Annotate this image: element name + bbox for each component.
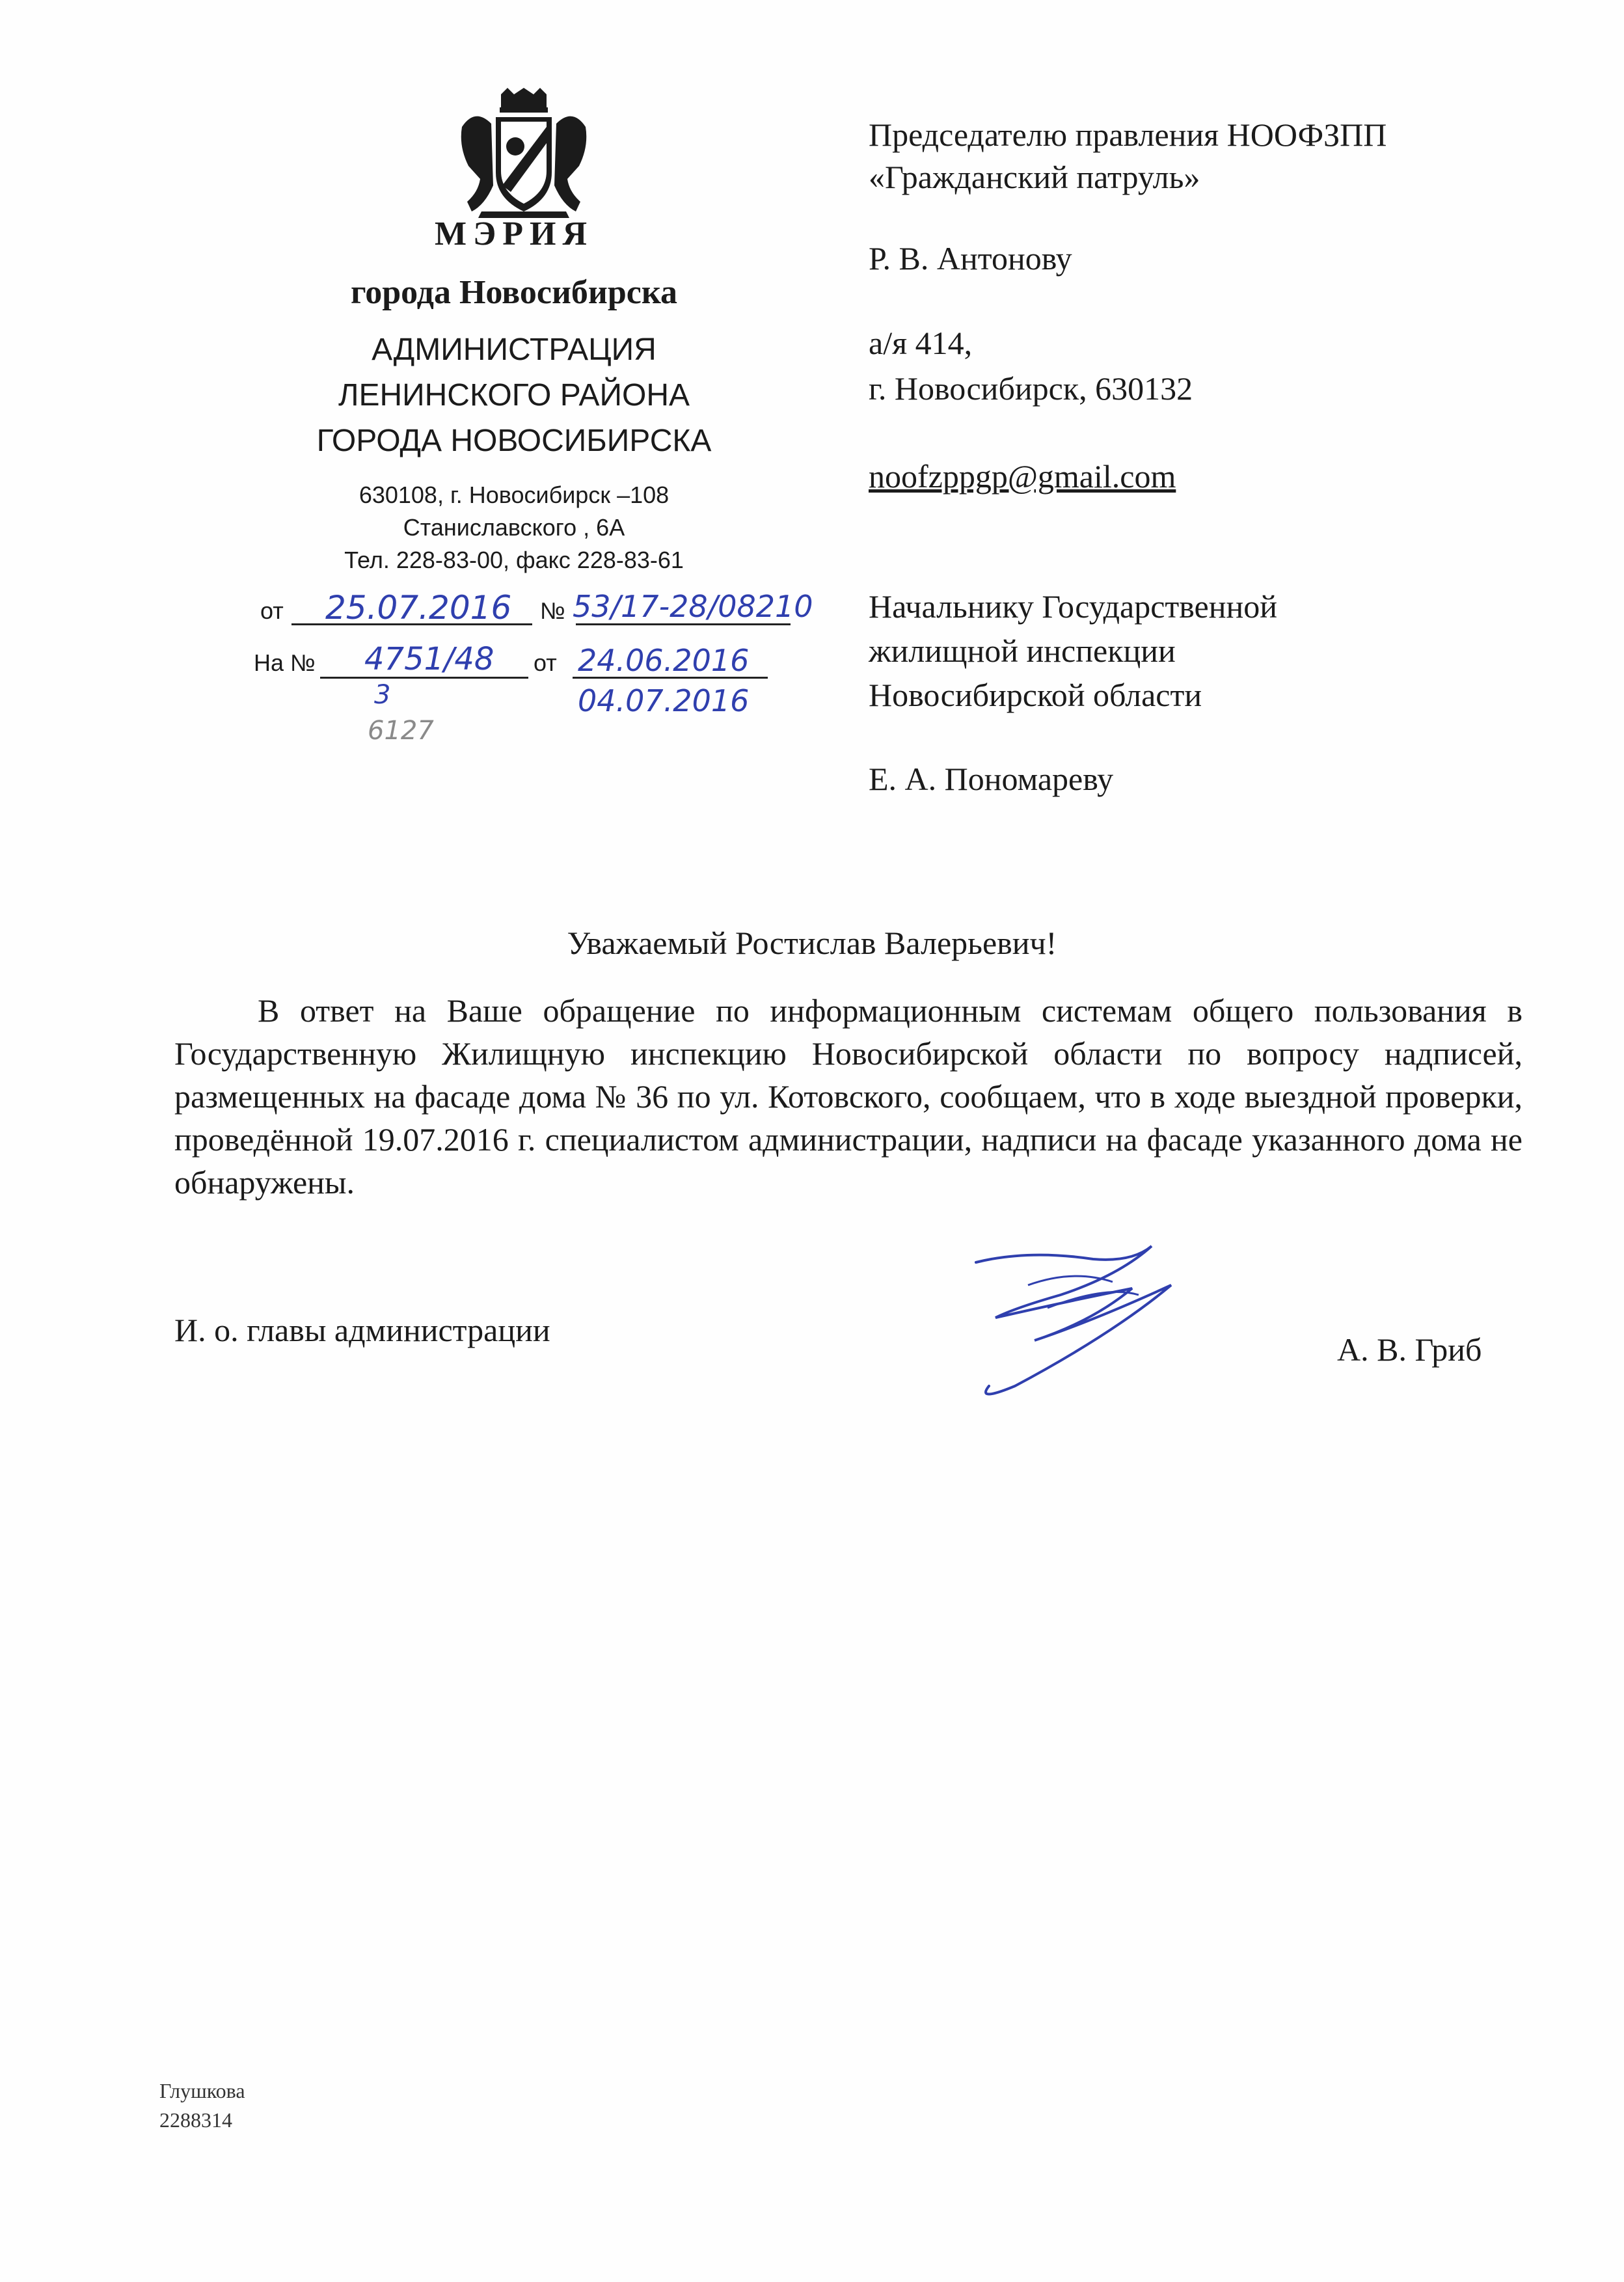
executor-phone: 2288314	[159, 2108, 232, 2132]
recipient-2-title: жилищной инспекции	[869, 632, 1176, 669]
administration-line: ГОРОДА НОВОСИБИРСКА	[316, 424, 712, 458]
recipient-2-title: Начальнику Государственной	[869, 588, 1278, 625]
number-handwritten: 53/17-28/08210	[573, 589, 813, 624]
signatory-position: И. о. главы администрации	[174, 1312, 550, 1348]
handwritten-note: 3	[374, 680, 391, 710]
address-line: Станиславского , 6А	[403, 514, 625, 541]
body-paragraph: В ответ на Ваше обращение по информационным системам общего пользования в Государственную Жилищную инспекцию Новосибирской области по вопросу надписей, размещенных на фасаде дома № 36 по ул. Котовского, сообщаем, что в ходе выездной проверки, проведённой 19.07.2016 г. специалистом администрации, надписи на фасаде указанного дома не обнаружены.	[174, 992, 1522, 1201]
recipient-2-name: Е. А. Пономареву	[869, 761, 1114, 797]
administration-line: ЛЕНИНСКОГО РАЙОНА	[338, 378, 690, 413]
org-city: города Новосибирска	[350, 274, 678, 311]
ref-number-label: На №	[254, 649, 316, 676]
coat-of-arms-icon	[455, 88, 592, 221]
executor-name: Глушкова	[159, 2079, 245, 2102]
recipient-1-name: Р. В. Антонову	[869, 240, 1072, 277]
recipient-2-title: Новосибирской области	[869, 677, 1202, 713]
from-label: от	[260, 597, 284, 624]
recipient-1-address: г. Новосибирск, 630132	[869, 370, 1193, 407]
recipient-1-title: Председателю правления НООФЗПП	[869, 116, 1387, 153]
recipient-1-address: а/я 414,	[869, 325, 973, 361]
greeting: Уважаемый Ростислав Валерьевич!	[567, 925, 1057, 961]
org-title: МЭРИЯ	[434, 215, 594, 252]
from-date-handwritten: 25.07.2016	[325, 589, 512, 627]
ref-number-handwritten: 4751/48	[364, 641, 494, 677]
handwritten-signature-icon	[898, 1223, 1262, 1412]
address-line: Тел. 228-83-00, факс 228-83-61	[344, 547, 684, 573]
signatory-name: А. В. Гриб	[1337, 1331, 1482, 1368]
ref-from-label: от	[534, 649, 557, 676]
ref-date-handwritten: 24.06.2016	[578, 643, 750, 678]
recipient-1-email[interactable]: noofzppgp@gmail.com	[869, 458, 1176, 495]
ref-date-2-handwritten: 04.07.2016	[578, 683, 750, 718]
handwritten-note: 6127	[368, 716, 434, 746]
number-label: №	[540, 597, 565, 624]
administration-line: АДМИНИСТРАЦИЯ	[372, 333, 656, 367]
address-line: 630108, г. Новосибирск –108	[359, 482, 670, 508]
recipient-1-org: «Гражданский патруль»	[869, 159, 1200, 195]
